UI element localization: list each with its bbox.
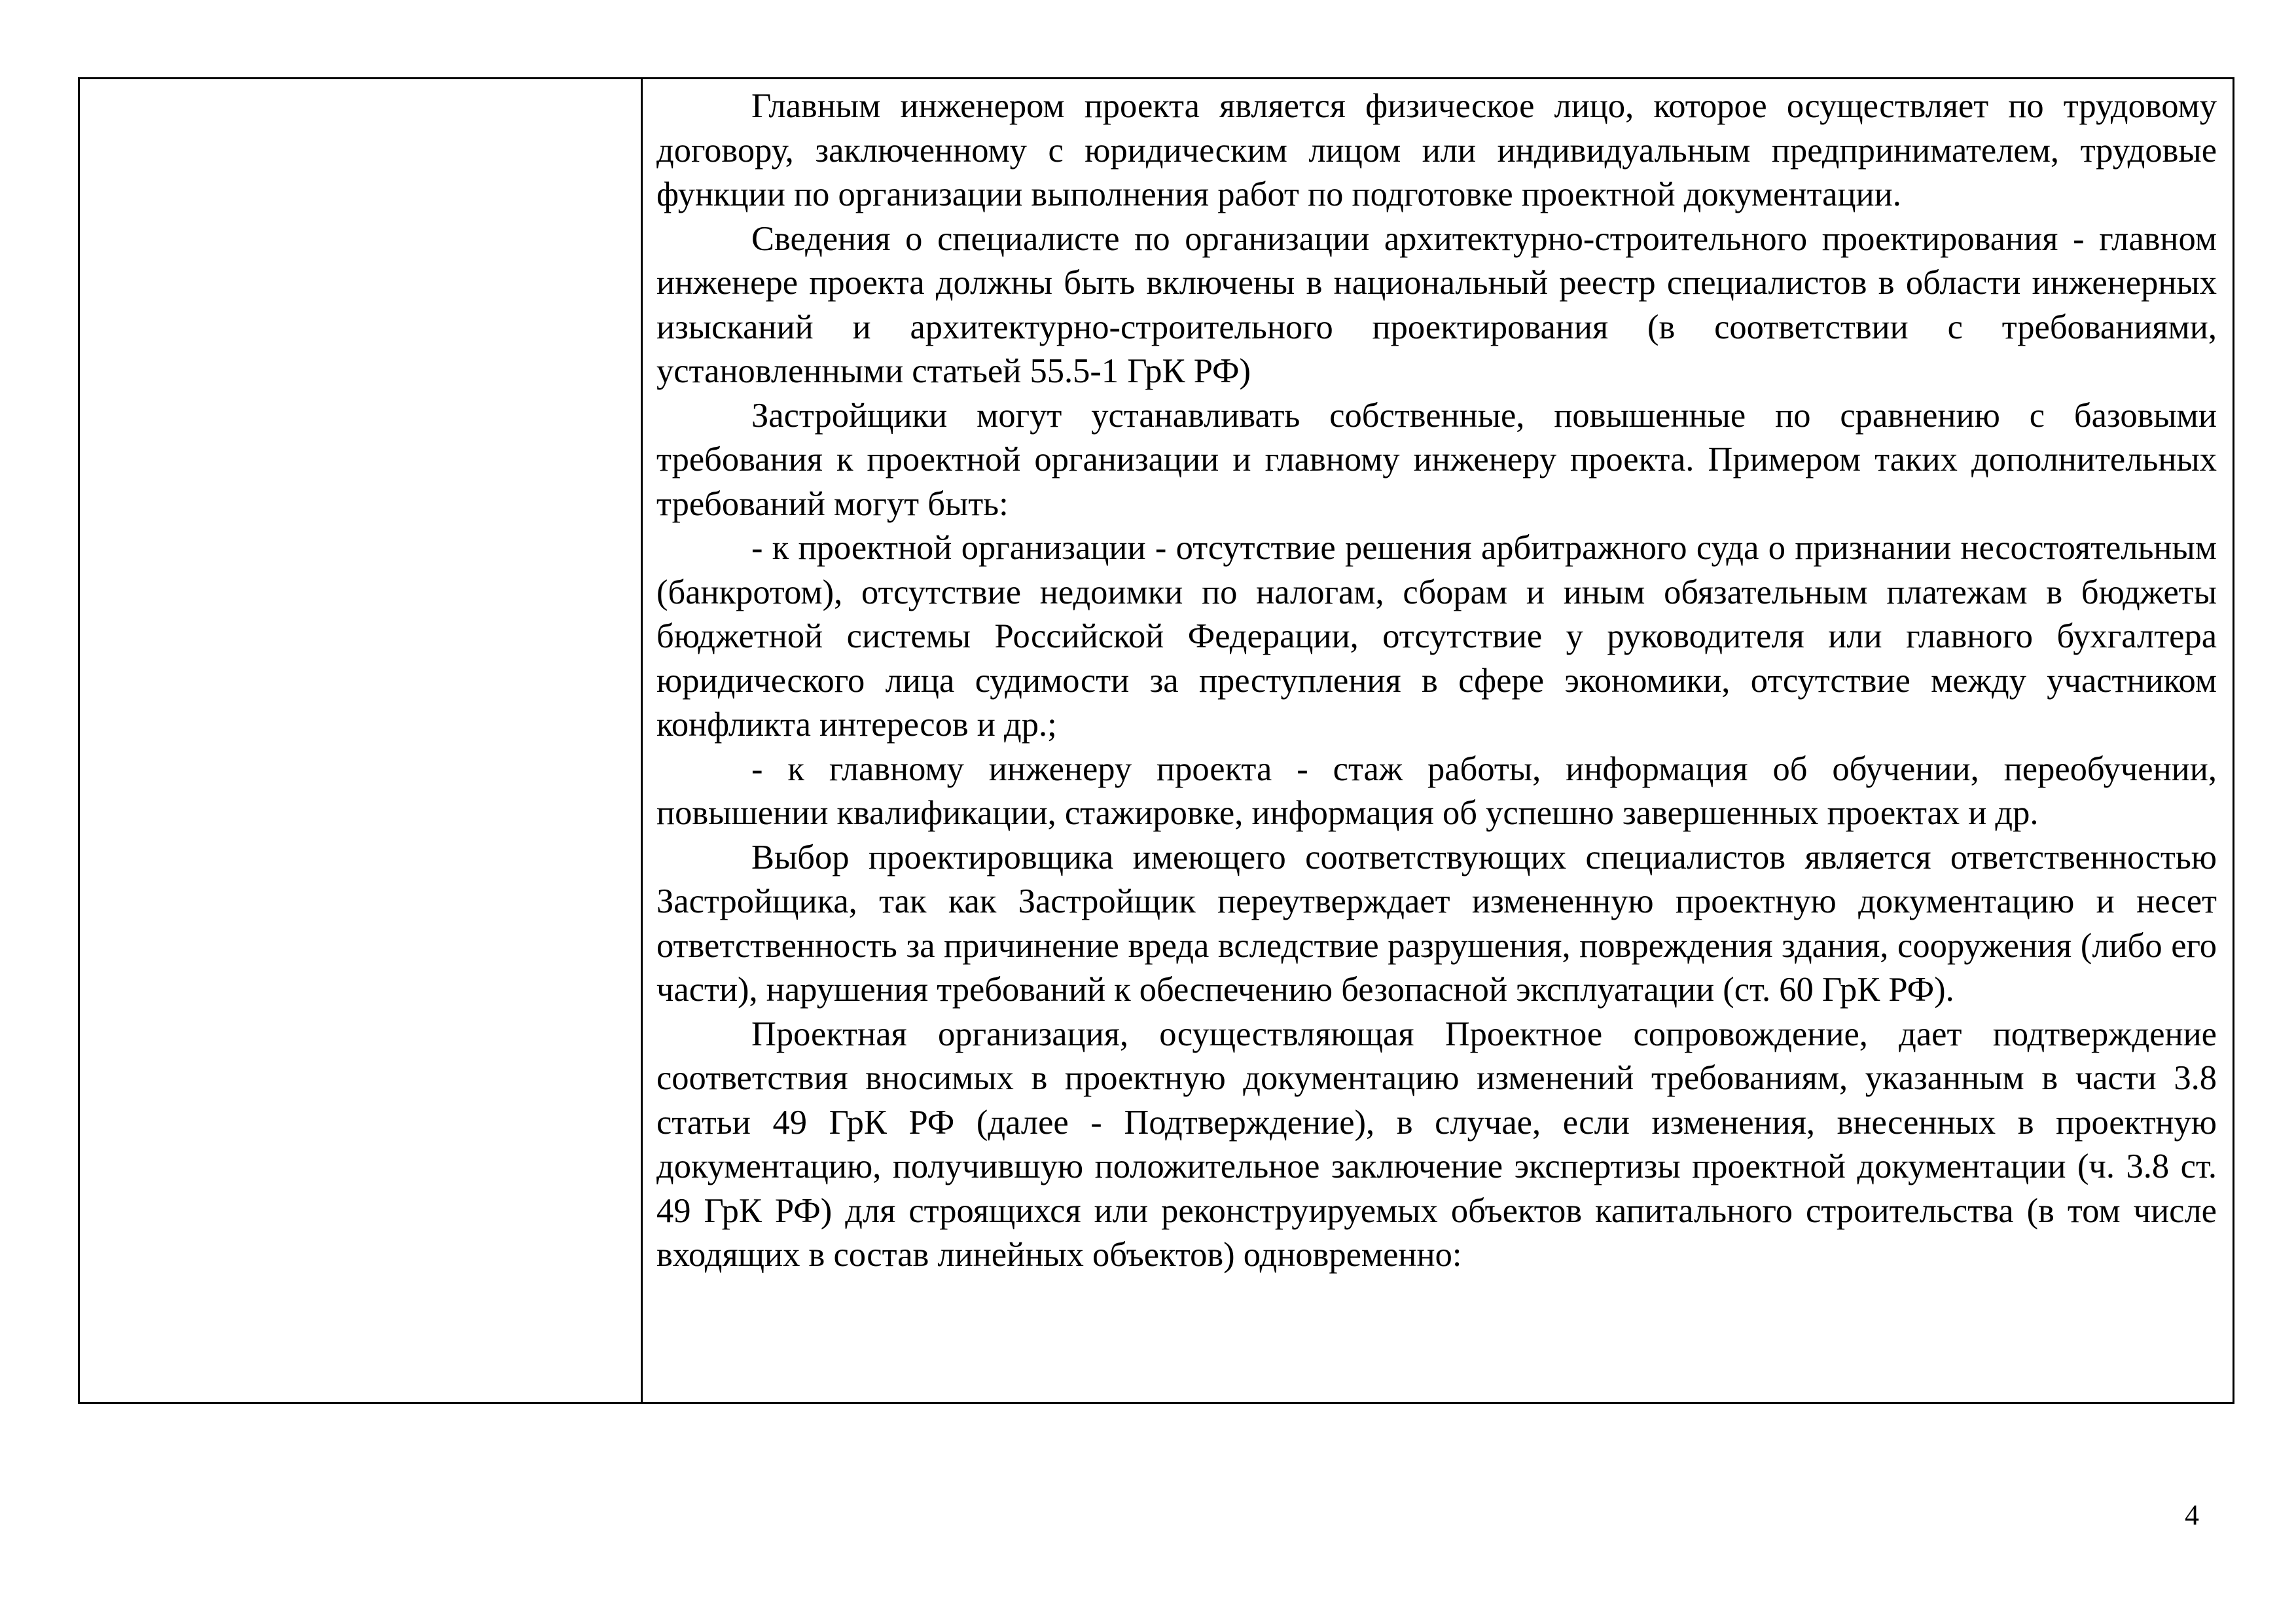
table-left-cell: [80, 79, 643, 1402]
paragraph-requirements-chief-engineer: - к главному инженеру проекта - стаж работы, информация об обучении, переобучении, повышении квалификации, стажировке, информация об успешно завершенных проектах и др.: [656, 749, 2217, 832]
paragraph-chief-engineer-definition: Главным инженером проекта является физическое лицо, которое осуществляет по трудовому договору, заключенному с юридическим лицом или индивидуальным предпринимателем, трудовые функции по организации выполнения работ по подготовке проектной документации.: [656, 87, 2217, 213]
paragraph-requirements-organization: - к проектной организации - отсутствие решения арбитражного суда о признании несостоятельным (банкротом), отсутствие недоимки по налогам, сборам и иным обязательным платежам в бюджеты бюджетной системы Российской Федерации, отсутствие у руководителя или главного бухгалтера юридического лица судимости за преступления в сфере экономики, отсутствие между участником конфликта интересов и др.;: [656, 529, 2217, 744]
paragraph-designer-choice: Выбор проектировщика имеющего соответствующих специалистов является ответственностью Застройщика, так как Застройщик переутверждает измененную проектную документацию и несет ответственность за причинение вреда вследствие разрушения, повреждения здания, сооружения (либо его части), нарушения требований к обеспечению безопасной эксплуатации (ст. 60 ГрК РФ).: [656, 838, 2217, 1009]
document-table: [78, 77, 2234, 1404]
paragraph-design-support-confirmation: Проектная организация, осуществляющая Проектное сопровождение, дает подтверждение соответствия вносимых в проектную документацию изменений требованиям, указанным в части 3.8 статьи 49 ГрК РФ (далее - Подтверждение), в случае, если изменения, внесенных в проектную документацию, получившую положительное заключение экспертизы проектной документации (ч. 3.8 ст. 49 ГрК РФ) для строящихся или реконструируемых объектов капитального строительства (в том числе входящих в состав линейных объектов) одновременно:: [656, 1015, 2217, 1274]
paragraph-additional-requirements: Застройщики могут устанавливать собственные, повышенные по сравнению с базовыми требования к проектной организации и главному инженеру проекта. Примером таких дополнительных требований могут быть:: [656, 396, 2217, 523]
paragraph-national-registry: Сведения о специалисте по организации архитектурно-строительного проектирования - главном инженере проекта должны быть включены в национальный реестр специалистов в области инженерных изысканий и архитектурно-строительного проектирования (в соответствии с требованиями, установленными статьей 55.5-1 ГрК РФ): [656, 219, 2217, 390]
page-number: 4: [2185, 1499, 2199, 1531]
table-right-cell: [643, 79, 2233, 1402]
